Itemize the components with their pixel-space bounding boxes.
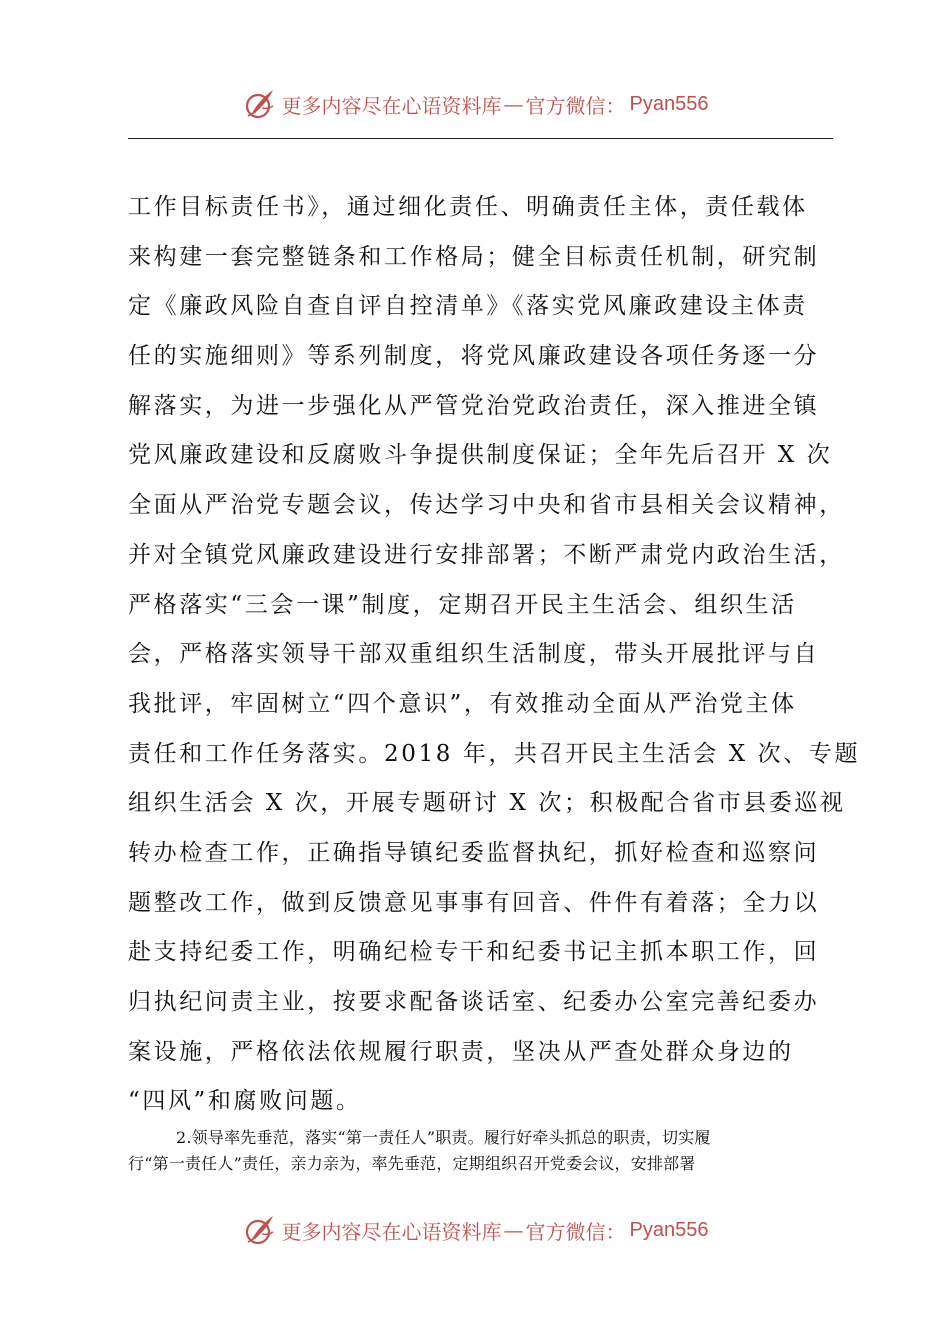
body-line: 题整改工作，做到反馈意见事事有回音、件件有着落；全力以 <box>128 889 820 916</box>
banner-separator: — <box>503 1218 524 1242</box>
body-line: 责任和工作任务落实。2018 年，共召开民主生活会 X 次、专题 <box>128 740 861 767</box>
body-line: 并对全镇党风廉政建设进行安排部署；不断严肃党内政治生活， <box>128 541 845 568</box>
banner-account: Pyan556 <box>629 92 709 115</box>
body-line: 任的实施细则》等系列制度，将党风廉政建设各项任务逐一分 <box>128 343 820 370</box>
header-divider <box>128 138 833 139</box>
body-line: 我批评，牢固树立“四个意识”，有效推动全面从严治党主体 <box>128 690 797 717</box>
footer-banner <box>0 1210 950 1250</box>
body-line: 工作目标责任书》，通过细化责任、明确责任主体，责任载体 <box>128 194 808 220</box>
body-line: 解落实，为进一步强化从严管党治党政治责任，深入推进全镇 <box>128 392 820 419</box>
banner-wechat-label: 官方微信： <box>525 93 626 118</box>
body-line: 组织生活会 X 次，开展专题研讨 X 次；积极配合省市县委巡视 <box>128 790 846 817</box>
section-paragraph <box>128 1125 833 1177</box>
body-line: 转办检查工作，正确指导镇纪委监督执纪，抓好检查和巡察问 <box>128 839 820 866</box>
body-line: 来构建一套完整链条和工作格局；健全目标责任机制，研究制 <box>128 243 820 270</box>
banner-title: 更多内容尽在心语资料库 <box>281 1219 502 1244</box>
body-line: 严格落实“三会一课”制度，定期召开民主生活会、组织生活 <box>128 591 797 618</box>
body-line: 会，严格落实领导干部双重组织生活制度，带头开展批评与自 <box>128 641 820 668</box>
body-line: “四风”和腐败问题。 <box>128 1088 362 1115</box>
body-line: 案设施，严格依法依规履行职责，坚决从严查处群众身边的 <box>128 1038 794 1065</box>
banner-wechat-label: 官方微信： <box>525 1219 626 1244</box>
document-body <box>128 183 861 1127</box>
body-line: 党风廉政建设和反腐败斗争提供制度保证；全年先后召开 X 次 <box>128 442 833 469</box>
banner-title: 更多内容尽在心语资料库 <box>281 93 502 118</box>
header-banner <box>0 84 950 124</box>
section-line: 行“第一责任人”责任，亲力亲为，率先垂范，定期组织召开党委会议，安排部署 <box>128 1154 696 1173</box>
quill-pen-logo-icon <box>242 86 278 122</box>
body-line: 归执纪问责主业，按要求配备谈话室、纪委办公室完善纪委办 <box>128 989 820 1015</box>
banner-account: Pyan556 <box>629 1218 709 1241</box>
body-line: 赴支持纪委工作，明确纪检专干和纪委书记主抓本职工作，回 <box>128 939 820 966</box>
body-line: 定《廉政风险自查自评自控清单》《落实党风廉政建设主体责 <box>128 293 808 320</box>
section-line: 2.领导率先垂范，落实“第一责任人”职责。履行好牵头抓总的职责，切实履 <box>176 1128 711 1147</box>
body-line: 全面从严治党专题会议，传达学习中央和省市县相关会议精神， <box>128 492 845 519</box>
quill-pen-logo-icon <box>242 1212 278 1248</box>
banner-separator: — <box>503 92 524 116</box>
